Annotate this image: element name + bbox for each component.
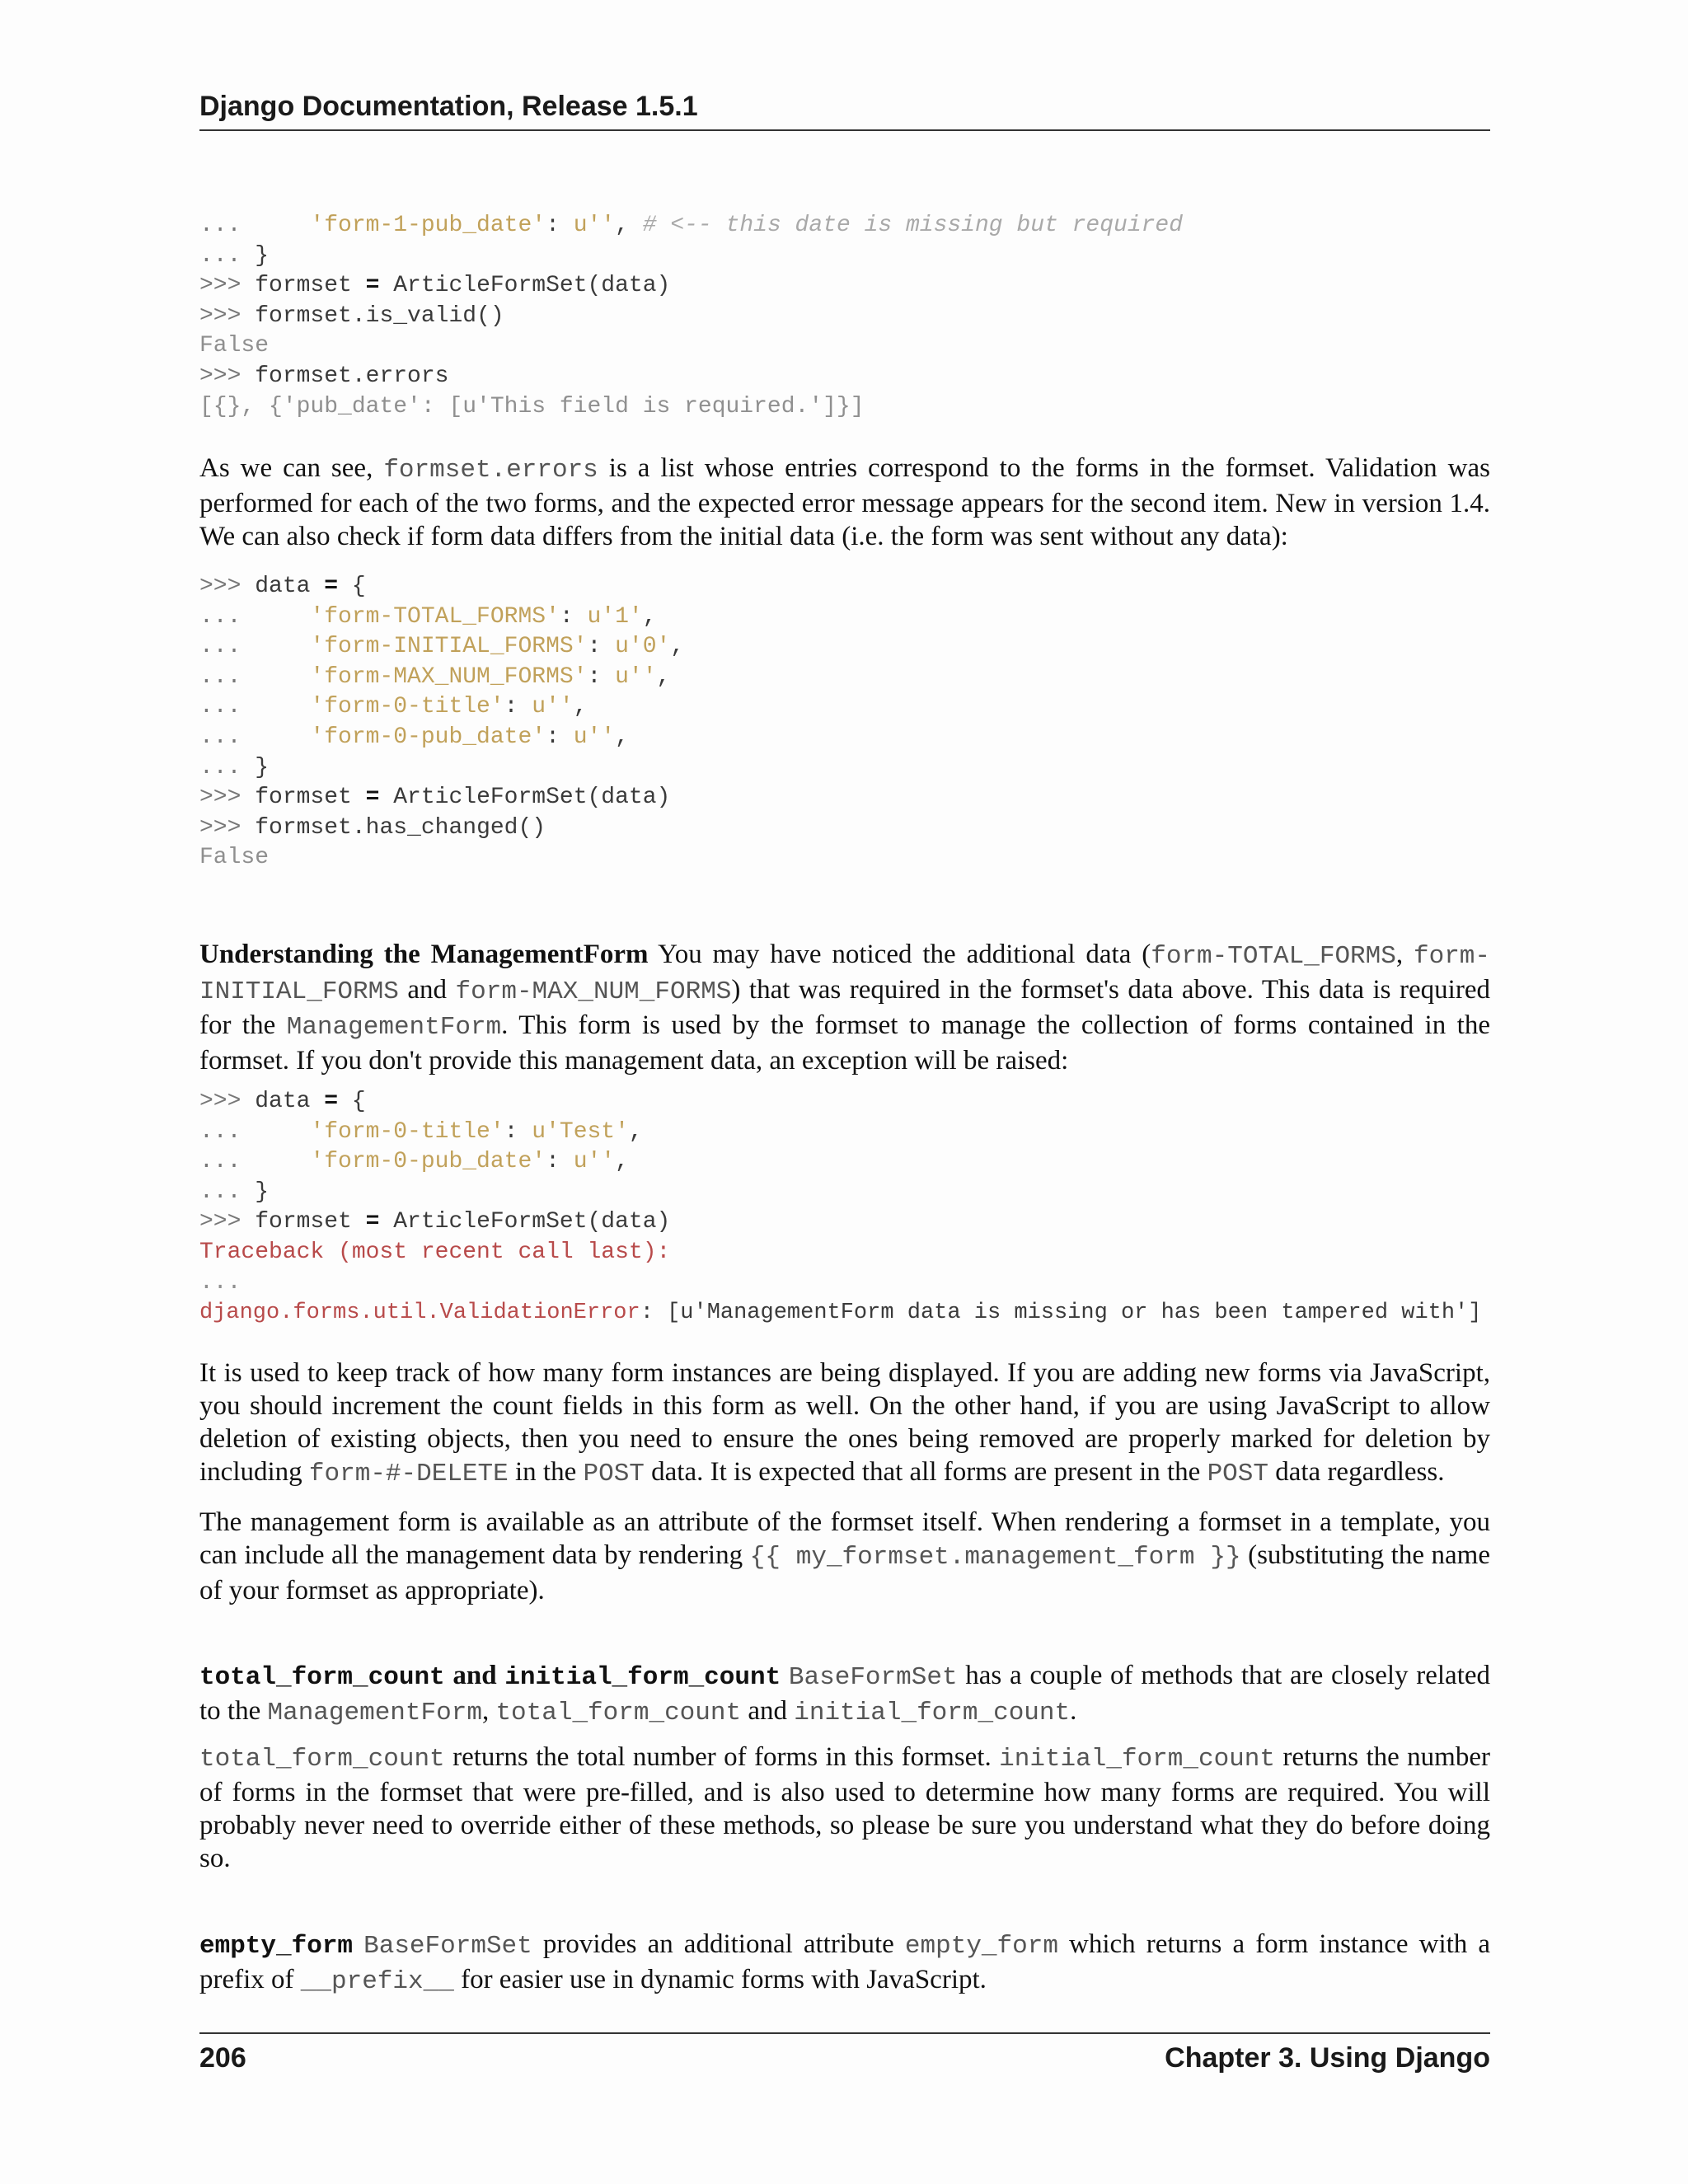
paragraph-empty-form: empty_form BaseFormSet provides an additional attribute empty_form which returns a form instance with a prefix of __prefix__ for easier use in dynamic forms with JavaScript. [199, 1929, 1491, 1996]
paragraph-form-count-heading: total_form_count and initial_form_count BaseFormSet has a couple of methods that are closely related to the ManagementForm, total_form_count and initial_form_count. [199, 1661, 1491, 1727]
header-divider [199, 129, 1490, 131]
code-line: ... } [199, 754, 270, 780]
paragraph-form-count-body: total_form_count returns the total number of forms in this formset. initial_form_count returns the number of forms in the formset that were pre-filled, and is also used to determine how many forms are required. You will probably never need to override either of these methods, so please be sure you understand what they do before doing so. [199, 1742, 1490, 1873]
code-line: ... 'form-TOTAL_FORMS': u'1', [199, 603, 657, 630]
inline-code: form-TOTAL_FORMS [1151, 942, 1396, 971]
inline-code: BaseFormSet [363, 1932, 532, 1961]
paragraph-management-attribute: The management form is available as an attribute of the formset itself. When rendering a formset in a template, you can include all the management data by rendering {{ my_formset.management_form }} (substituting the name of your formset as appropriate). [199, 1507, 1490, 1605]
inline-code: total_form_count [199, 1745, 445, 1774]
inline-code: ManagementForm [267, 1699, 482, 1727]
code-block-validation [199, 211, 1183, 422]
inline-code: POST [583, 1460, 645, 1488]
footer-divider [199, 2032, 1490, 2034]
inline-code: __prefix__ [300, 1967, 454, 1996]
paragraph-track-forms: It is used to keep track of how many form instances are being displayed. If you are adding new forms via JavaScript, you should increment the count fields in this form as well. On the other hand, if you are using JavaScript to allow deletion of existing objects, then you need to ensure the ones being removed are properly marked for deletion by including form-#-DELETE in the POST data. It is expected that all forms are present in the POST data regardless. [199, 1358, 1490, 1488]
code-line: ... 'form-1-pub_date': u'', # <-- this date is missing but required [199, 213, 1184, 238]
code-line: ... 'form-0-title': u'Test', [199, 1118, 643, 1145]
inline-code: formset.errors [383, 456, 598, 485]
code-line: >>> formset = ArticleFormSet(data) [199, 785, 671, 811]
inline-code: initial_form_count [794, 1699, 1071, 1727]
code-line: ... 'form-0-title': u'', [199, 694, 588, 720]
page-number: 206 [199, 2042, 246, 2074]
inline-code: POST [1207, 1460, 1268, 1488]
code-line: ... 'form-0-pub_date': u'', [199, 1149, 629, 1175]
code-line: ... } [199, 1179, 270, 1205]
inline-code: ManagementForm [286, 1013, 502, 1042]
code-line: ... } [199, 242, 270, 269]
code-comment: # <-- this date is missing but required [642, 213, 1184, 238]
code-block-validation-error [199, 1087, 1481, 1329]
section-heading-code: total_form_count [199, 1663, 445, 1692]
code-line: >>> formset.is_valid() [199, 302, 504, 329]
code-block-has-changed [199, 572, 684, 874]
code-output: ... [199, 1269, 241, 1296]
code-line: ... 'form-0-pub_date': u'', [199, 724, 629, 750]
code-line: >>> data = { [199, 574, 366, 599]
paragraph-management-form: Understanding the ManagementForm You may have noticed the additional data (form-TOTAL_FORMS, form-INITIAL_FORMS and form-MAX_NUM_FORMS) that was required in the formset's data above. This data is required for the ManagementForm. This form is used by the formset to manage the collection of forms contained in the formset. If you don't provide this management data, an exception will be raised: [199, 940, 1491, 1076]
inline-code: form-#-DELETE [308, 1460, 509, 1488]
inline-code: BaseFormSet [788, 1663, 958, 1692]
code-line: >>> data = { [199, 1089, 366, 1114]
inline-code: empty_form [904, 1932, 1058, 1961]
code-line: >>> formset.errors [199, 363, 449, 389]
code-line: ... 'form-MAX_NUM_FORMS': u'', [199, 663, 671, 690]
inline-code: {{ my_formset.management_form }} [749, 1543, 1241, 1572]
code-line: >>> formset = ArticleFormSet(data) [199, 273, 671, 299]
code-output: False [199, 333, 270, 359]
code-output: False [199, 845, 270, 871]
paragraph-formset-errors: As we can see, formset.errors is a list whose entries correspond to the forms in the formset. Validation was performed for each of the two forms, and the expected error message appears for the second item. New in version 1.4. We can also check if form data differs from the initial data (i.e. the form was sent without any data): [199, 453, 1491, 551]
code-output: [{}, {'pub_date': [u'This field is required.']}] [199, 393, 865, 419]
code-traceback: Traceback (most recent call last): [199, 1239, 671, 1265]
inline-code: form-MAX_NUM_FORMS [455, 977, 732, 1006]
section-heading: Understanding the ManagementForm [199, 940, 649, 969]
inline-code: form-INITIAL_FORMS [199, 942, 1491, 1006]
code-line: ... 'form-INITIAL_FORMS': u'0', [199, 634, 685, 660]
page-header-title: Django Documentation, Release 1.5.1 [199, 91, 698, 122]
chapter-title: Chapter 3. Using Django [1165, 2042, 1490, 2074]
inline-code: total_form_count [495, 1699, 742, 1727]
section-heading-code: empty_form [199, 1932, 354, 1961]
code-error-line: django.forms.util.ValidationError: [u'ManagementForm data is missing or has been tampered with'] [199, 1301, 1482, 1326]
inline-code: initial_form_count [999, 1745, 1275, 1774]
code-line: >>> formset.has_changed() [199, 814, 546, 841]
section-heading-code: initial_form_count [504, 1663, 781, 1692]
code-line: >>> formset = ArticleFormSet(data) [199, 1209, 671, 1235]
